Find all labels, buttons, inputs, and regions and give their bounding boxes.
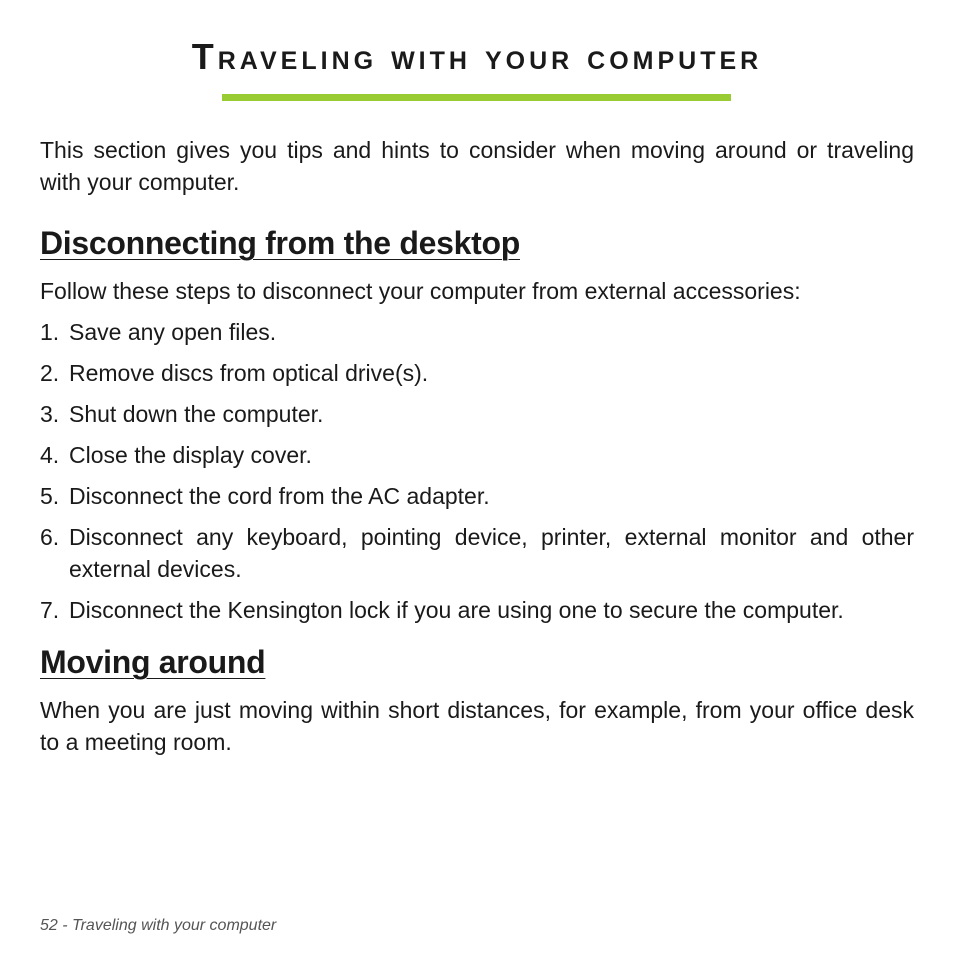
moving-around-paragraph: When you are just moving within short distances, for example, from your office desk to a meeting room. (40, 697, 914, 755)
step-number: 6. (40, 524, 60, 550)
section-heading-moving-around: Moving around (40, 644, 266, 680)
list-item (40, 439, 914, 471)
list-item (40, 594, 914, 626)
section-heading-disconnecting: Disconnecting from the desktop (40, 225, 520, 261)
step-text: Disconnect the Kensington lock if you are using one to secure the computer. (69, 597, 844, 623)
step-text: Disconnect any keyboard, pointing device, printer, external monitor and other external devices. (69, 524, 914, 582)
page-footer: 52 - Traveling with your computer (40, 917, 277, 934)
step-number: 7. (40, 597, 60, 623)
step-text: Shut down the computer. (69, 401, 324, 427)
step-text: Remove discs from optical drive(s). (69, 360, 429, 386)
step-number: 2. (40, 360, 60, 386)
step-number: 4. (40, 442, 60, 468)
list-item (40, 521, 914, 585)
disconnect-lead-paragraph: Follow these steps to disconnect your computer from external accessories: (40, 278, 801, 304)
list-item (40, 316, 914, 348)
step-number: 5. (40, 483, 60, 509)
list-item (40, 398, 914, 430)
list-item (40, 480, 914, 512)
intro-paragraph: This section gives you tips and hints to consider when moving around or traveling with your computer. (40, 137, 914, 195)
page-content (40, 134, 914, 758)
page-title: Traveling with your computer (191, 36, 763, 77)
step-text: Disconnect the cord from the AC adapter. (69, 483, 490, 509)
step-text: Close the display cover. (69, 442, 312, 468)
step-text: Save any open files. (69, 319, 277, 345)
title-underline-rule (222, 94, 731, 101)
step-number: 3. (40, 401, 60, 427)
disconnect-steps-list (40, 316, 914, 626)
list-item (40, 357, 914, 389)
step-number: 1. (40, 319, 60, 345)
